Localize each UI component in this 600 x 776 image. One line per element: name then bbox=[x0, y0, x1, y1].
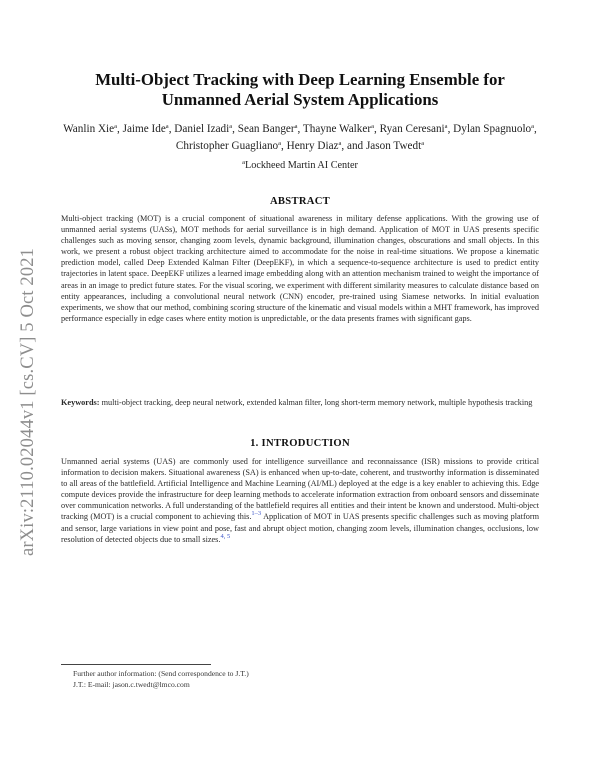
footnote-author-info: Further author information: (Send correspondence to J.T.) bbox=[73, 669, 249, 678]
author-separator: , bbox=[534, 123, 537, 135]
author: Henry Diaz bbox=[286, 140, 339, 152]
author-separator: , bbox=[117, 123, 123, 135]
affiliation-mark: a bbox=[229, 123, 233, 130]
footnote-email: J.T.: E-mail: jason.c.twedt@lmco.com bbox=[73, 680, 190, 689]
affiliation bbox=[60, 160, 540, 171]
affiliation-name: Lockheed Martin AI Center bbox=[245, 160, 358, 171]
keywords-text: multi-object tracking, deep neural network, extended kalman filter, long short-term memory network, multiple hypothesis tracking bbox=[101, 398, 533, 407]
affiliation-mark: a bbox=[371, 123, 374, 130]
author: Jason Twedt bbox=[365, 140, 422, 152]
title-line-2: Unmanned Aerial System Applications bbox=[161, 90, 439, 109]
author: Thayne Walker bbox=[302, 123, 372, 135]
introduction-text bbox=[61, 456, 539, 545]
affiliation-mark: a bbox=[278, 140, 282, 147]
author: Ryan Ceresani bbox=[379, 123, 445, 135]
affiliation-mark: a bbox=[165, 123, 169, 130]
title-line-1: Multi-Object Tracking with Deep Learning Ensemble for bbox=[95, 70, 505, 89]
author-separator: , bbox=[373, 123, 380, 135]
abstract-text: Multi-object tracking (MOT) is a crucial component of situational awareness in military defense applications. With the growing use of unmanned aerial systems (UASs), MOT methods for aerial surveillance is in high demand. Application of MOT in UAS presents specific challenges such as moving sensor, changing zoom levels, dynamic background, illumination changes, obscurations and small objects. In this work, we present a robust object tracking architecture aimed to accommodate for the noise in real-time situations. We propose a kinematic prediction model, called Deep Extended Kalman Filter (DeepEKF), in which a sequence-to-sequence architecture is used to predict entity trajectories in latent space. DeepEKF utilizes a learned image embedding along with an attention mechanism trained to weight the importance of areas in an image to predict future states. For the visual scoring, we experiment with different similarity measures to calculate distance based on entity appearances, including a convolutional neural network (CNN) encoder, pre-trained using Siamese networks. In initial evaluation experiments, we show that our method, combining scoring structure of the kinematic and visual models within a MHT framework, has improved performance especially in edge cases where entity motion is unpredictable, or the data presents frames with significant gaps. bbox=[61, 214, 540, 323]
author: Dylan Spagnuolo bbox=[453, 123, 532, 135]
arxiv-identifier: arXiv:2110.02044v1 [cs.CV] 5 Oct 2021 bbox=[18, 247, 38, 556]
author-separator: , bbox=[447, 123, 454, 135]
affiliation-mark: a bbox=[531, 123, 535, 130]
affiliation-mark: a bbox=[294, 123, 298, 130]
author: Daniel Izadi bbox=[174, 123, 230, 135]
author-final-joiner: , and bbox=[341, 140, 366, 152]
affiliation-mark: a bbox=[114, 123, 118, 130]
citation-1-3[interactable]: 1–3 bbox=[251, 510, 262, 518]
author-separator: , bbox=[297, 123, 303, 135]
abstract-heading: ABSTRACT bbox=[269, 196, 331, 207]
author-separator: , bbox=[232, 123, 238, 135]
author: Jaime Ide bbox=[122, 123, 166, 135]
affiliation-mark: a bbox=[242, 159, 245, 166]
paper-title bbox=[60, 70, 540, 110]
author: Sean Banger bbox=[237, 123, 295, 135]
affiliation-mark: a bbox=[421, 140, 425, 147]
author: Wanlin Xie bbox=[63, 123, 115, 135]
keywords-label: Keywords: bbox=[61, 398, 100, 407]
author-list bbox=[58, 121, 542, 155]
keywords bbox=[61, 397, 539, 408]
affiliation-mark: a bbox=[338, 140, 342, 147]
affiliation-mark: a bbox=[444, 123, 448, 130]
footnote-rule bbox=[61, 664, 211, 665]
introduction-heading: 1. INTRODUCTION bbox=[250, 438, 350, 449]
intro-text-part-1: Unmanned aerial systems (UAS) are commonly used for intelligence surveillance and reconnaissance (ISR) missions to provide critical information to decision makers. Situational awareness (SA) is enhanced when up-to-date, coherent, and trustworthy information is disseminated to all areas of the battlefield. Artificial Intelligence and Machine Learning (AI/ML) deployed at the edge is a key enabler to achieving this. Edge compute devices provide the infrastructure for deep learning methods to accelerate information extraction from onboard sensors and disseminate over communication networks. A full understanding of the battlefield requires all entities and their intent be known and understood. Multi-object tracking (MOT) is a crucial component to achieving this. bbox=[61, 457, 539, 522]
intro-text-part-2: Application of MOT in UAS presents specific challenges such as moving platform and sensor, large variations in view point and pose, fast and abrupt object motion, changing zoom levels, illumination changes, occlusions, low resolution of detected objects due to small sizes. bbox=[61, 512, 539, 544]
author-separator: , bbox=[168, 123, 175, 135]
citation-4-5[interactable]: 4, 5 bbox=[220, 532, 231, 540]
author-separator: , bbox=[281, 140, 287, 152]
author: Christopher Guagliano bbox=[175, 140, 279, 152]
